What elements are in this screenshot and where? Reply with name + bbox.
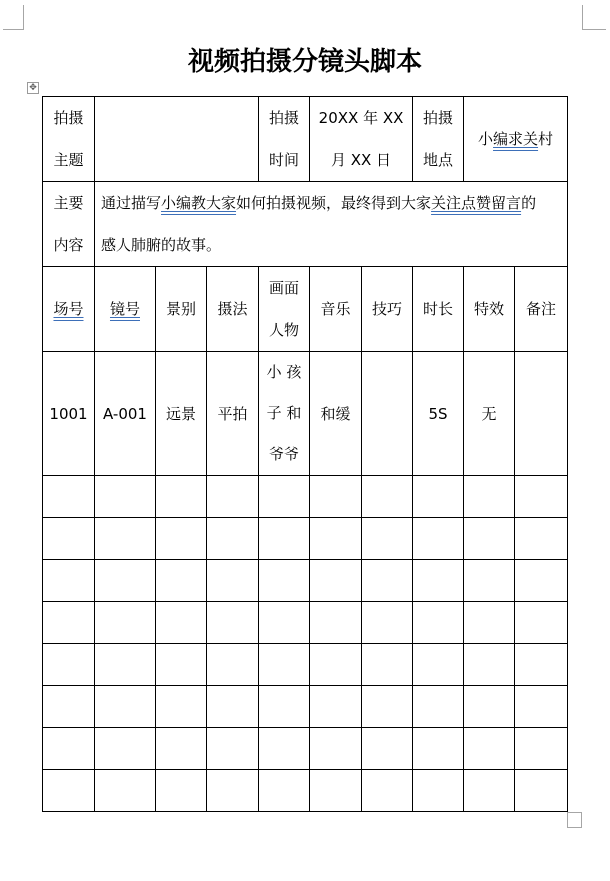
- header-duration: 时长: [413, 267, 464, 352]
- cell-notes[interactable]: [515, 352, 568, 476]
- table-move-handle-icon[interactable]: ✥: [27, 82, 39, 94]
- table-row-empty: [43, 644, 568, 686]
- content-line-1: 通过描写小编教大家如何拍摄视频，最终得到大家关注点赞留言的: [101, 194, 537, 212]
- header-effects: 特效: [464, 267, 515, 352]
- info-row-content: [43, 182, 568, 267]
- header-notes: 备注: [515, 267, 568, 352]
- table-row-empty: [43, 518, 568, 560]
- table-row-empty: [43, 686, 568, 728]
- content-label-cell: 主要 内容: [43, 182, 95, 267]
- time-value-cell[interactable]: 20XX 年 XX 月 XX 日: [310, 97, 413, 182]
- table-row-empty: [43, 602, 568, 644]
- header-scene: 场号: [43, 267, 95, 352]
- header-picture: 画面 人物: [259, 267, 310, 352]
- table-row-empty: [43, 560, 568, 602]
- cell-scene[interactable]: 1001: [43, 352, 95, 476]
- cell-effects[interactable]: 无: [464, 352, 515, 476]
- grammar-underline: 小编教大家: [161, 194, 237, 212]
- subject-value-cell[interactable]: [95, 97, 259, 182]
- table-row: [43, 352, 568, 476]
- page-corner-mark-top-left: [3, 5, 24, 30]
- header-method: 摄法: [207, 267, 259, 352]
- cell-shot[interactable]: A-001: [95, 352, 156, 476]
- subject-label-cell: 拍摄 主题: [43, 97, 95, 182]
- header-technique: 技巧: [362, 267, 413, 352]
- place-label-cell: 拍摄 地点: [413, 97, 464, 182]
- content-line-2: 感人肺腑的故事。: [101, 236, 222, 254]
- page-corner-mark-top-right: [582, 5, 606, 30]
- table-row-empty: [43, 770, 568, 812]
- table-row-empty: [43, 728, 568, 770]
- table-resize-handle[interactable]: [567, 812, 582, 828]
- time-label-cell: 拍摄 时间: [259, 97, 310, 182]
- cell-method[interactable]: 平拍: [207, 352, 259, 476]
- header-music: 音乐: [310, 267, 362, 352]
- cell-duration[interactable]: 5S: [413, 352, 464, 476]
- place-value-cell[interactable]: 小编求关村: [464, 97, 568, 182]
- cell-technique[interactable]: [362, 352, 413, 476]
- header-shot-size: 景别: [156, 267, 207, 352]
- content-value-cell[interactable]: [95, 182, 568, 267]
- cell-music[interactable]: 和缓: [310, 352, 362, 476]
- grammar-underline: 关注点赞留言: [431, 194, 522, 212]
- cell-picture[interactable]: 小 孩 子 和 爷爷: [259, 352, 310, 476]
- cell-shot-size[interactable]: 远景: [156, 352, 207, 476]
- document-title: 视频拍摄分镜头脚本: [187, 47, 422, 77]
- storyboard-table: [42, 96, 568, 812]
- info-row-basic: [43, 97, 568, 182]
- table-row-empty: [43, 476, 568, 518]
- table-header-row: [43, 267, 568, 352]
- header-shot: 镜号: [95, 267, 156, 352]
- grammar-underline: 编求关: [493, 130, 539, 148]
